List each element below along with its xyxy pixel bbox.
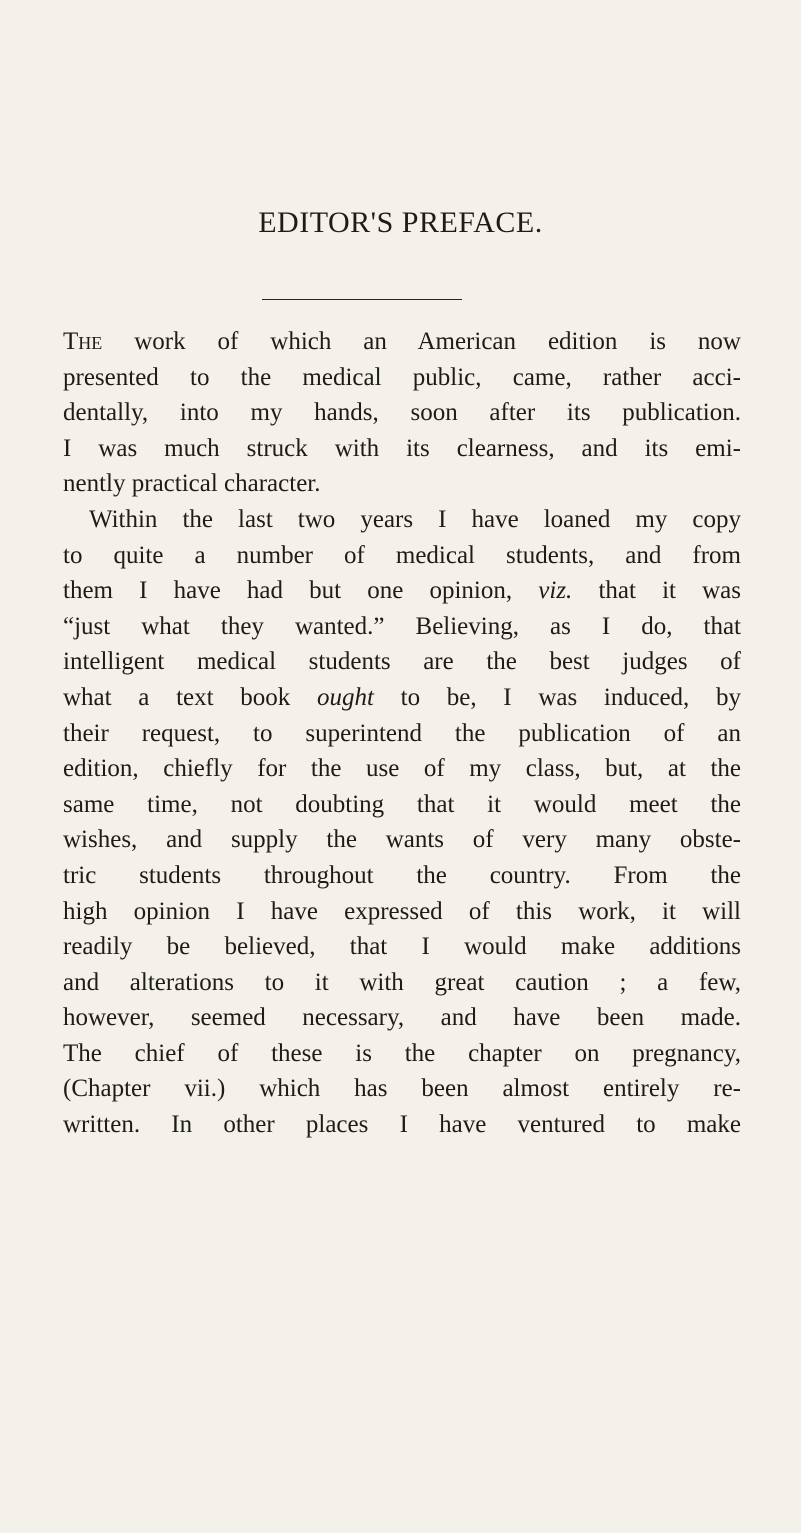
- text-span: what a text book: [63, 683, 317, 711]
- text-line: wishes, and supply the wants of very many obste-: [63, 826, 741, 854]
- text-span: them I have had but one opinion,: [63, 577, 539, 605]
- text-line: I was much struck with its clearness, and its emi-: [63, 434, 741, 462]
- text-line: written. In other places I have ventured to make: [63, 1111, 741, 1139]
- text-line: [63, 680, 741, 716]
- text-line: [63, 324, 741, 360]
- italic-text: ought: [316, 683, 374, 711]
- text-span: work of which an American edition is now: [102, 328, 741, 355]
- text-line: nently practical character.: [63, 470, 321, 498]
- title-rule: [262, 299, 462, 300]
- text-line: edition, chiefly for the use of my class, but, at the: [63, 755, 741, 783]
- text-line: and alterations to it with great caution ; a few,: [63, 968, 741, 996]
- text-line: same time, not doubting that it would meet the: [63, 790, 741, 818]
- text-line: readily be believed, that I would make additions: [63, 933, 741, 961]
- text-line: [63, 573, 741, 609]
- text-span: to be, I was induced, by: [373, 683, 741, 711]
- text-line: “just what they wanted.” Believing, as I do, that: [63, 612, 741, 640]
- text-line: dentally, into my hands, soon after its publication.: [63, 399, 741, 427]
- preface-body: [63, 324, 741, 1143]
- italic-text: viz.: [538, 577, 573, 605]
- small-caps-word: The: [63, 328, 103, 355]
- text-line: (Chapter vii.) which has been almost entirely re-: [63, 1075, 741, 1103]
- text-line: to quite a number of medical students, and from: [63, 541, 741, 569]
- text-line: tric students throughout the country. From the: [63, 861, 741, 889]
- text-line: Within the last two years I have loaned my copy: [89, 505, 741, 533]
- text-line: The chief of these is the chapter on pregnancy,: [63, 1039, 741, 1067]
- page-title: EDITOR'S PREFACE.: [258, 206, 543, 239]
- text-line: however, seemed necessary, and have been made.: [63, 1004, 741, 1032]
- text-line: intelligent medical students are the best judges of: [63, 648, 741, 676]
- text-span: that it was: [572, 577, 741, 605]
- text-line: their request, to superintend the publication of an: [63, 719, 741, 747]
- text-line: high opinion I have expressed of this work, it will: [63, 897, 741, 925]
- text-line: presented to the medical public, came, rather acci-: [63, 363, 741, 391]
